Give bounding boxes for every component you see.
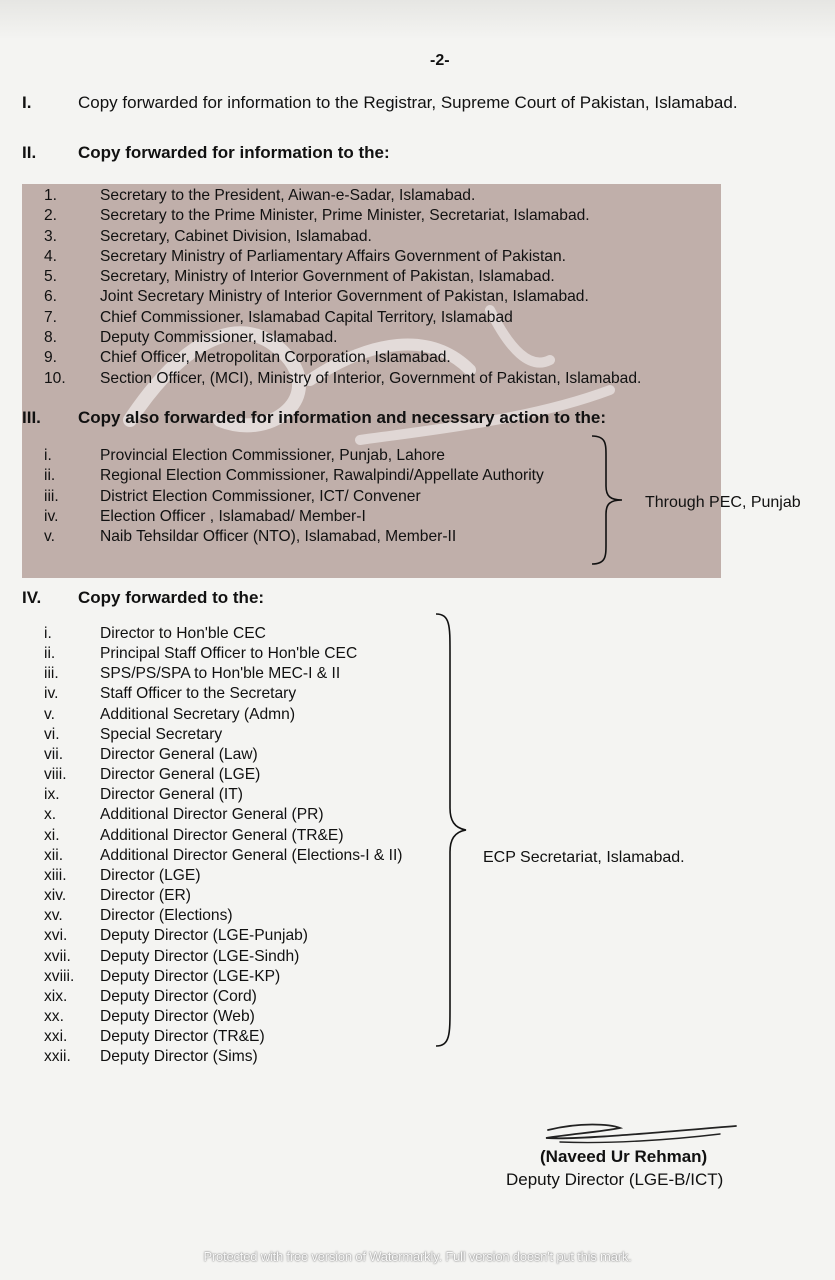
item-number: viii. [44,766,67,784]
list-item [44,906,402,926]
list-item [44,446,544,466]
list-item [44,886,402,906]
item-text: Director General (IT) [100,786,243,804]
item-text: Section Officer, (MCI), Ministry of Interior, Government of Pakistan, Islamabad. [100,369,642,387]
item-number: xvi. [44,927,68,945]
section-text: Copy forwarded for information to the: [78,143,390,162]
section-ii-heading [22,143,390,163]
watermark-notice: Protected with free version of Watermarkly. Full version doesn't put this mark. [203,1249,632,1264]
item-number: ii. [44,467,56,485]
item-text: Director General (LGE) [100,766,261,784]
list-item [44,247,641,267]
item-text: Director General (Law) [100,745,258,763]
signatory-name: (Naveed Ur Rehman) [540,1147,708,1166]
handwritten-signature [540,1118,740,1148]
group-label-pec: Through PEC, Punjab [645,494,801,511]
item-number: 9. [44,349,58,367]
section-number: II. [22,143,37,162]
item-text: Regional Election Commissioner, Rawalpindi/Appellate Authority [100,467,544,485]
list-item [44,926,402,946]
item-text: Additional Director General (Elections-I & II) [100,846,403,864]
item-number: iii. [44,487,59,505]
item-number: 10. [44,369,66,387]
item-number: x. [44,806,57,824]
item-number: 1. [44,187,58,204]
section-number: IV. [22,588,42,607]
list-item [44,348,641,368]
item-text: Election Officer , Islamabad/ Member-I [100,507,366,525]
item-number: xvii. [44,947,71,965]
item-text: District Election Commissioner, ICT/ Convener [100,487,421,505]
item-number: vii. [44,745,64,763]
right-brace-icon [588,434,628,566]
list-item [44,846,402,866]
item-text: Deputy Director (Sims) [100,1048,258,1066]
item-number: xix. [44,987,68,1005]
item-text: Director (ER) [100,887,191,905]
list-item [44,527,544,547]
item-number: xxi. [44,1028,68,1046]
item-number: v. [44,528,55,546]
list-item [44,725,402,745]
list-item [44,206,641,226]
list-item [44,866,402,886]
list-item [44,227,641,247]
list-item [44,745,402,765]
signatory-title: Deputy Director (LGE-B/ICT) [506,1170,724,1189]
item-text: Deputy Director (TR&E) [100,1028,265,1046]
list-item [44,644,402,664]
list-item [44,1007,402,1027]
item-text: Secretary, Ministry of Interior Government of Pakistan, Islamabad. [100,268,555,286]
item-number: 4. [44,247,58,265]
list-item [44,369,641,389]
list-item [44,664,402,684]
item-text: Joint Secretary Ministry of Interior Government of Pakistan, Islamabad. [100,288,589,306]
item-text: Additional Director General (PR) [100,806,324,824]
item-number: xxii. [44,1048,71,1066]
item-number: xiv. [44,887,67,905]
right-brace-icon [432,612,472,1048]
item-number: v. [44,705,55,723]
list-item [44,947,402,967]
item-number: xiii. [44,866,67,884]
list-item [44,826,402,846]
group-label-ecp: ECP Secretariat, Islamabad. [483,849,685,866]
item-text: Secretary to the President, Aiwan-e-Sadar, Islamabad. [100,187,476,204]
list-item [44,967,402,987]
item-number: vi. [44,725,60,743]
item-text: Deputy Director (LGE-Sindh) [100,947,300,965]
item-number: iv. [44,685,59,703]
list-item [44,987,402,1007]
item-text: Staff Officer to the Secretary [100,685,297,703]
item-number: xx. [44,1007,64,1025]
section-iv-heading [22,588,264,608]
item-text: Deputy Commissioner, Islamabad. [100,329,338,347]
section-text: Copy forwarded for information to the Registrar, Supreme Court of Pakistan, Islamabad. [78,93,738,112]
item-number: 6. [44,288,58,306]
item-number: 5. [44,268,58,286]
list-item [44,765,402,785]
section-ii-list [44,186,641,389]
section-number: I. [22,93,32,112]
list-item [44,186,641,206]
item-number: xviii. [44,967,75,985]
item-text: Naib Tehsildar Officer (NTO), Islamabad, Member-II [100,528,457,546]
item-text: Deputy Director (Cord) [100,987,257,1005]
list-item [44,308,641,328]
item-text: Director (Elections) [100,907,233,925]
list-item [44,805,402,825]
item-text: Secretary, Cabinet Division, Islamabad. [100,227,372,245]
item-number: iii. [44,665,59,683]
list-item [44,624,402,644]
item-number: ii. [44,645,56,663]
list-item [44,267,641,287]
item-text: Deputy Director (LGE-KP) [100,967,281,985]
item-text: Chief Commissioner, Islamabad Capital Territory, Islamabad [100,308,513,326]
item-number: iv. [44,507,59,525]
item-number: 7. [44,308,58,326]
item-text: Chief Officer, Metropolitan Corporation, Islamabad. [100,349,451,367]
page-number: -2- [430,52,450,69]
list-item [44,287,641,307]
list-item [44,1027,402,1047]
section-iv-list [44,624,402,1067]
list-item [44,466,544,486]
list-item [44,507,544,527]
item-text: Provincial Election Commissioner, Punjab, Lahore [100,447,445,464]
list-item [44,487,544,507]
item-text: Director (LGE) [100,866,201,884]
item-number: 8. [44,329,58,347]
item-text: Secretary to the Prime Minister, Prime Minister, Secretariat, Islamabad. [100,207,590,225]
list-item [44,684,402,704]
item-number: 3. [44,227,58,245]
item-text: Additional Secretary (Admn) [100,705,296,723]
item-number: i. [44,625,52,642]
list-item [44,705,402,725]
list-item [44,785,402,805]
item-text: Deputy Director (Web) [100,1007,255,1025]
section-iii-list [44,446,544,547]
item-text: SPS/PS/SPA to Hon'ble MEC-I & II [100,665,341,683]
top-edge-shadow [0,0,835,40]
list-item [44,328,641,348]
item-text: Director to Hon'ble CEC [100,625,266,642]
item-text: Deputy Director (LGE-Punjab) [100,927,308,945]
section-iii-heading [22,408,606,428]
item-number: xv. [44,907,63,925]
section-text: Copy also forwarded for information and necessary action to the: [78,408,607,427]
item-text: Additional Director General (TR&E) [100,826,344,844]
section-i [22,93,738,113]
item-number: xi. [44,826,60,844]
item-text: Principal Staff Officer to Hon'ble CEC [100,645,358,663]
item-text: Secretary Ministry of Parliamentary Affairs Government of Pakistan. [100,247,566,265]
item-number: ix. [44,786,60,804]
item-text: Special Secretary [100,725,223,743]
section-number: III. [22,408,41,427]
item-number: i. [44,447,52,464]
item-number: 2. [44,207,58,225]
section-text: Copy forwarded to the: [78,588,265,607]
item-number: xii. [44,846,64,864]
list-item [44,1047,402,1067]
